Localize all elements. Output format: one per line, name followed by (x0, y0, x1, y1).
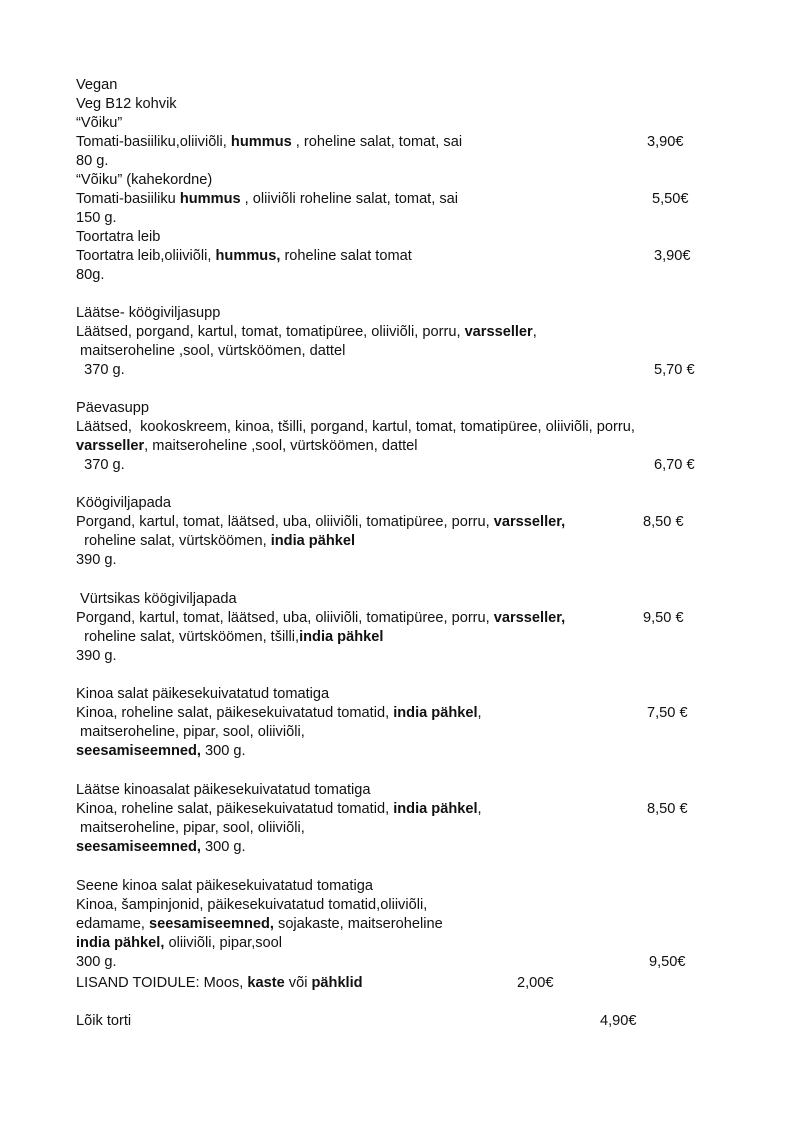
menu-item-price: 3,90€ (654, 248, 691, 264)
cake-price: 4,90€ (600, 1013, 637, 1029)
menu-item-description (76, 323, 537, 342)
menu-item-price: 8,50 € (647, 801, 688, 817)
menu-item-name: “Võiku” (76, 115, 123, 131)
text-fragment: 300 g. (200, 839, 246, 855)
highlighted-ingredient: varsseller, (493, 610, 566, 626)
text-fragment: 80 g. (76, 153, 109, 169)
text-fragment: , (532, 324, 537, 340)
text-fragment: Tomati-basiiliku (76, 191, 180, 207)
text-fragment: , (477, 801, 482, 817)
highlighted-ingredient: india pähkel (299, 629, 384, 645)
text-fragment: , (477, 705, 482, 721)
extras-price: 2,00€ (517, 975, 554, 991)
menu-item-description (76, 800, 482, 819)
menu-item-description (76, 838, 246, 857)
text-fragment: 150 g. (76, 210, 117, 226)
menu-item-description (76, 647, 117, 666)
text-fragment: edamame, (76, 916, 150, 932)
menu-item-description (76, 532, 355, 551)
text-fragment: Porgand, kartul, tomat, läätsed, uba, oliiviõli, tomatipüree, porru, (76, 610, 494, 626)
menu-item-price: 6,70 € (654, 457, 695, 473)
menu-item-description (76, 896, 427, 915)
menu-item-name: Köögiviljapada (76, 495, 171, 511)
text-fragment: maitseroheline ,sool, vürtsköömen, dattel (76, 343, 346, 359)
menu-item-price: 3,90€ (647, 134, 684, 150)
cafe-name: Veg B12 kohvik (76, 96, 177, 112)
highlighted-ingredient: hummus (179, 191, 241, 207)
menu-item-name: “Võiku” (kahekordne) (76, 172, 213, 188)
menu-item-name: Seene kinoa salat päikesekuivatatud tomatiga (76, 878, 373, 894)
text-fragment: 370 g. (76, 457, 125, 473)
highlighted-ingredient: varsseller (464, 324, 533, 340)
text-fragment: 390 g. (76, 648, 117, 664)
menu-item-description (76, 628, 383, 647)
menu-item-price: 7,50 € (647, 705, 688, 721)
menu-item-description (76, 152, 108, 171)
menu-item-description (76, 915, 443, 934)
menu-item-description (76, 551, 117, 570)
text-fragment: roheline salat, vürtsköömen, (76, 533, 271, 549)
text-fragment: Toortatra leib,oliiviõli, (76, 248, 216, 264)
text-fragment: sojakaste, maitseroheline (273, 916, 443, 932)
menu-item-description (76, 609, 565, 628)
menu-item-description (76, 456, 125, 475)
menu-item-description (76, 209, 117, 228)
highlighted-ingredient: india pähkel (393, 801, 478, 817)
menu-item-description (76, 361, 125, 380)
menu-category: Vegan (76, 77, 118, 93)
menu-item-description (76, 266, 104, 285)
menu-item-price: 9,50 € (643, 610, 684, 626)
highlighted-ingredient: kaste (247, 975, 285, 991)
extras-line (76, 974, 363, 993)
menu-item-price: 8,50 € (643, 514, 684, 530)
text-fragment: Kinoa, roheline salat, päikesekuivatatud tomatid, (76, 705, 394, 721)
text-fragment: Tomati-basiiliku,oliiviõli, (76, 134, 231, 150)
highlighted-ingredient: pähklid (311, 975, 363, 991)
text-fragment: 370 g. (76, 362, 125, 378)
text-fragment: maitseroheline, pipar, sool, oliiviõli, (76, 820, 305, 836)
menu-item-name: Päevasupp (76, 400, 150, 416)
menu-item-description (76, 742, 246, 761)
text-fragment: Läätsed, kookoskreem, kinoa, tšilli, porgand, kartul, tomat, tomatipüree, oliiviõli, porru, (76, 419, 635, 435)
menu-item-name: Vürtsikas köögiviljapada (76, 591, 237, 607)
menu-item-description (76, 953, 117, 972)
text-fragment: maitseroheline, pipar, sool, oliiviõli, (76, 724, 305, 740)
menu-item-name: Toortatra leib (76, 229, 161, 245)
highlighted-ingredient: varsseller (76, 438, 145, 454)
text-fragment: 390 g. (76, 552, 117, 568)
text-fragment: Porgand, kartul, tomat, läätsed, uba, oliiviõli, tomatipüree, porru, (76, 514, 494, 530)
text-fragment: roheline salat tomat (280, 248, 412, 264)
highlighted-ingredient: seesamiseemned, (149, 916, 274, 932)
text-fragment: , oliiviõli roheline salat, tomat, sai (240, 191, 459, 207)
text-fragment: 300 g. (76, 954, 117, 970)
menu-item-description (76, 133, 462, 152)
menu-item-description (76, 819, 305, 838)
highlighted-ingredient: india pähkel (393, 705, 478, 721)
highlighted-ingredient: seesamiseemned, (76, 743, 201, 759)
text-fragment: 80g. (76, 267, 105, 283)
highlighted-ingredient: hummus (230, 134, 292, 150)
cake-name: Lõik torti (76, 1013, 132, 1029)
text-fragment: roheline salat, vürtsköömen, tšilli, (76, 629, 300, 645)
menu-item-description (76, 437, 418, 456)
menu-item-price: 5,50€ (652, 191, 689, 207)
highlighted-ingredient: hummus, (215, 248, 281, 264)
text-fragment: , maitseroheline ,sool, vürtsköömen, dattel (144, 438, 418, 454)
menu-item-price: 5,70 € (654, 362, 695, 378)
menu-item-name: Kinoa salat päikesekuivatatud tomatiga (76, 686, 330, 702)
highlighted-ingredient: india pähkel (270, 533, 356, 549)
highlighted-ingredient: varsseller, (493, 514, 566, 530)
text-fragment: Kinoa, šampinjonid, päikesekuivatatud tomatid,oliiviõli, (76, 897, 428, 913)
menu-item-description (76, 704, 482, 723)
menu-item-description (76, 190, 458, 209)
text-fragment: oliiviõli, pipar,sool (164, 935, 283, 951)
menu-item-description (76, 934, 282, 953)
menu-item-description (76, 418, 635, 437)
highlighted-ingredient: india pähkel, (76, 935, 165, 951)
menu-item-description (76, 247, 412, 266)
highlighted-ingredient: seesamiseemned, (76, 839, 201, 855)
text-fragment: või (284, 975, 312, 991)
text-fragment: Läätsed, porgand, kartul, tomat, tomatipüree, oliiviõli, porru, (76, 324, 465, 340)
menu-item-name: Läätse kinoasalat päikesekuivatatud tomatiga (76, 782, 371, 798)
menu-item-description (76, 342, 345, 361)
text-fragment: , roheline salat, tomat, sai (291, 134, 463, 150)
menu-item-name: Läätse- köögiviljasupp (76, 305, 221, 321)
text-fragment: 300 g. (200, 743, 246, 759)
text-fragment: Kinoa, roheline salat, päikesekuivatatud tomatid, (76, 801, 394, 817)
menu-item-price: 9,50€ (649, 954, 686, 970)
menu-item-description (76, 513, 565, 532)
menu-item-description (76, 723, 305, 742)
text-fragment: LISAND TOIDULE: Moos, (76, 975, 248, 991)
